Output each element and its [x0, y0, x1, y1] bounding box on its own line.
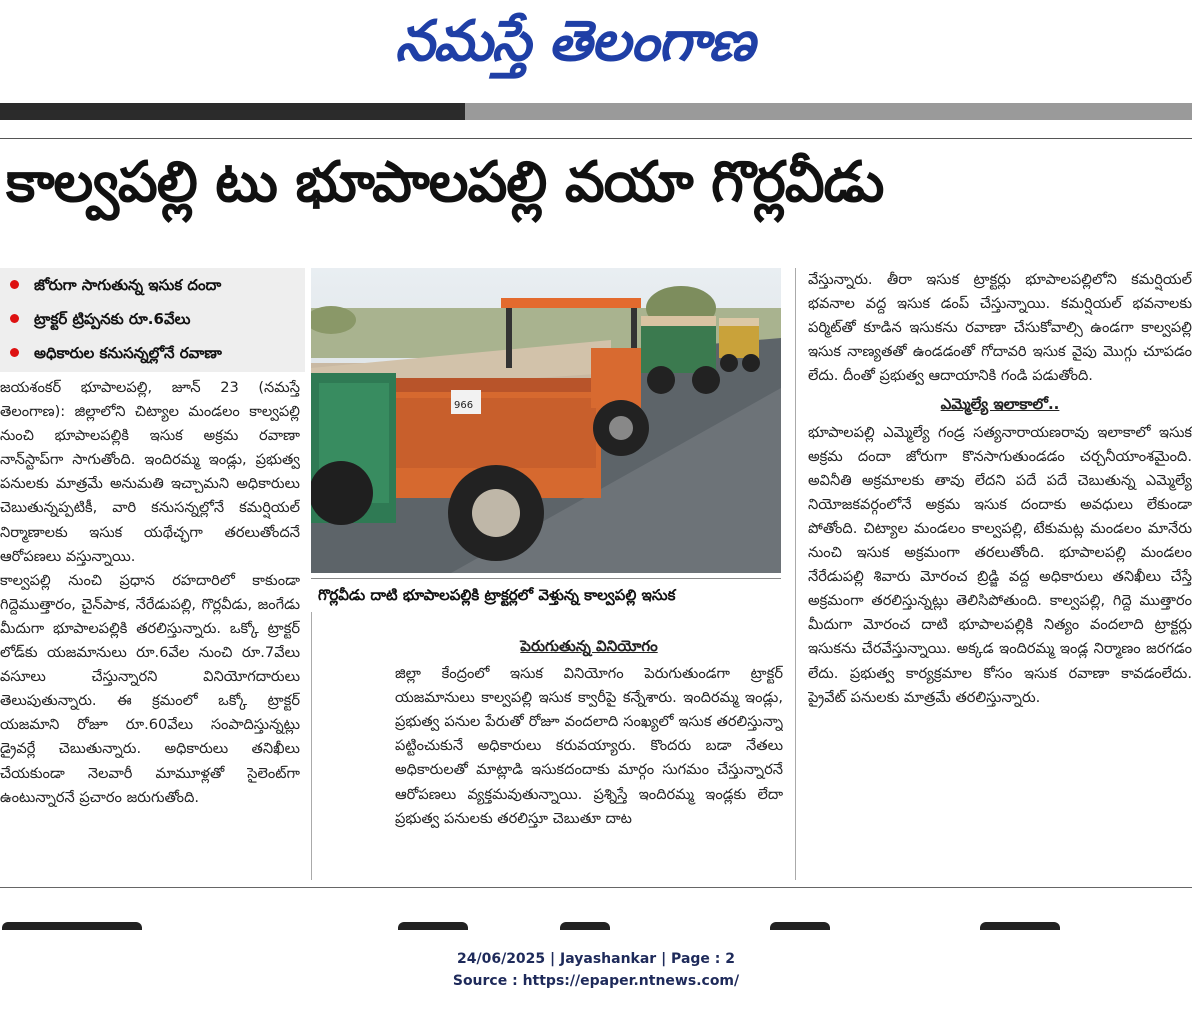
bullet-icon	[10, 314, 19, 323]
cropped-glyph	[560, 922, 610, 930]
paragraph: జయశంకర్ భూపాలపల్లి, జూన్ 23 (నమస్తే తెలంగాణ): జిల్లాలోని చిట్యాల మండలం కాల్వపల్లి నుంచి భూపాలపల్లికి ఇసుక అక్రమ రవాణా నాన్‌స్టాప్‌గా సాగుతోంది. ఇందిరమ్మ ఇండ్లు, ప్రభుత్వ పనులకు మాత్రమే అనుమతి ఇచ్చామని అధికారులు చెబుతున్నప్పటికీ, వారి కనుసన్నల్లోనే కమర్షియల్ నిర్మాణాలకు ఇసుక యథేచ్ఛగా తరలుతోందనే ఆరోపణలు వస్తున్నాయి.	[0, 379, 300, 565]
number-plate-text: 966	[454, 400, 474, 411]
caption-rule	[311, 578, 781, 579]
tractor-photo-illustration	[311, 268, 781, 573]
article-column-2	[395, 630, 783, 880]
article-headline: కాల్వపల్లి టు భూపాలపల్లి వయా గొర్లవీడు	[6, 150, 884, 215]
highlight-text: అధికారుల కనుసన్నల్లోనే రవాణా	[34, 344, 222, 362]
news-photo	[311, 268, 781, 573]
paragraph: కాల్వపల్లి నుంచి ప్రధాన రహదారిలో కాకుండా గిద్దెముత్తారం, చైన్‌పాక, నేరేడుపల్లి, గొర్లవీడు, జంగేడు మీదుగా భూపాలపల్లికి తరలిస్తున్నారు. ఒక్కో ట్రాక్టర్ లోడ్‌కు యజమానులు రూ.6వేల నుంచి రూ.7వేలు వసూలు చేస్తున్నారని వినియోగదారులు తెలుపుతున్నారు. ఈ క్రమంలో ఒక్కో ట్రాక్టర్ యజమాని రోజూ రూ.60వేలు సంపాదిస్తున్నట్లు డ్రైవర్లే చెబుతున్నారు. అధికారులు తనిఖీలు చేయకుండా నెలవారీ మామూళ్లతో సైలెంట్‌గా ఉంటున్నారనే ప్రచారం జరుగుతోంది.	[0, 571, 300, 806]
highlight-item	[0, 268, 305, 302]
newspaper-logo: నమస్తే తెలంగాణ	[395, 8, 754, 74]
highlight-item	[0, 336, 305, 370]
section-subheading: ఎమ్మెల్యే ఇలాకాలో..	[940, 395, 1060, 414]
highlight-text: జోరుగా సాగుతున్న ఇసుక దందా	[34, 276, 222, 294]
header-bar-dark	[0, 103, 465, 120]
header-bar-light	[465, 103, 1192, 120]
column-divider	[795, 268, 796, 880]
column-divider	[311, 612, 312, 880]
masthead	[0, 0, 1192, 100]
highlights-box	[0, 268, 305, 372]
highlight-item	[0, 302, 305, 336]
footer-source-line: Source : https://epaper.ntnews.com/	[452, 973, 740, 989]
footer-date-line: 24/06/2025 | Jayashankar | Page : 2	[457, 951, 735, 967]
paragraph: భూపాలపల్లి ఎమ్మెల్యే గండ్ర సత్యనారాయణరావు ఇలాకాలో ఇసుక అక్రమ దందా జోరుగా కొనసాగుతుండడం చర్చనీయాంశమైంది. అవినీతి అక్రమాలకు తావు లేదని పదే పదే చెబుతున్న ఎమ్మెల్యే నియోజకవర్గంలోనే అక్రమ ఇసుక దందాకు అవధులు లేకుండా పోతోంది. చిట్యాల మండలం కాల్వపల్లి, టేకుమట్ల మండలం మానేరు నుంచి ఇసుక అక్రమంగా తరలుతోంది. భూపాలపల్లి మండలం నేరేడుపల్లి శివారు మోరంచ బ్రిడ్జి వద్ద అధికారులు తనిఖీలు చేస్తే అక్రమంగా తరలిస్తున్నట్లు తెలిసిపోతుంది. కాల్వపల్లి, గిద్దె ముత్తారం మీదుగా మోరంచ దాటి భూపాలపల్లికి నిత్యం వందలాది ట్రాక్టర్లు ఇసుకను చేరవేస్తున్నాయి. అక్కడ ఇందిరమ్మ ఇండ్ల నిర్మాణం జరగడం లేదు. ప్రభుత్వ కార్యక్రమాల కోసం ఇసుక రవాణా కావడంలేదు. ప్రైవేట్ పనులకు మాత్రమే తరలిస్తున్నారు.	[808, 423, 1192, 706]
bullet-icon	[10, 348, 19, 357]
article-column-3	[808, 268, 1192, 878]
bullet-icon	[10, 280, 19, 289]
cropped-glyph	[2, 922, 142, 930]
divider-line	[0, 138, 1192, 139]
highlight-text: ట్రాక్టర్ ట్రిప్పనకు రూ.6వేలు	[34, 310, 191, 328]
paragraph: జిల్లా కేంద్రంలో ఇసుక వినియోగం పెరుగుతుండగా ట్రాక్టర్ యజమానులు కాల్వపల్లి ఇసుక క్వారీపై కన్నేశారు. ఇందిరమ్మ ఇండ్లు, ప్రభుత్వ పనుల పేరుతో రోజూ వందలాది సంఖ్యలో ఇసుక తరలిస్తున్నా పట్టించుకునే అధికారులు కరువయ్యారు. కొందరు బడా నేతలు అధికారులతో మాట్లాడి ఇసుకదందాకు మార్గం సుగమం చేస్తున్నారనే ఆరోపణలు వ్యక్తమవుతున్నాయి. ప్రశ్నిస్తే ఇందిరమ్మ ఇండ్లకు లేదా ప్రభుత్వ పనులకు తరలిస్తూ చెబుతూ దాట	[395, 665, 783, 827]
photo-caption: గొర్లవీడు దాటి భూపాలపల్లికి ట్రాక్టర్లలో వెళ్తున్న కాల్వపల్లి ఇసుక	[318, 586, 676, 604]
cropped-glyph	[770, 922, 830, 930]
article-column-1	[0, 376, 300, 876]
cropped-next-headline	[0, 918, 1192, 930]
cropped-glyph	[980, 922, 1060, 930]
paragraph: వేస్తున్నారు. తీరా ఇసుక ట్రాక్టర్లు భూపాలపల్లిలోని కమర్షియల్ భవనాల వద్ద ఇసుక డంప్ చేస్తున్నాయి. కమర్షియల్ భవనాలకు పర్మిట్‌తో కూడిన ఇసుకను రవాణా చేసుకోవాల్సి ఉండగా కాల్వపల్లి ఇసుక నాణ్యతతో ఉండడంతో గోదావరి ఇసుక వైపు మొగ్గు చూపడం లేదు. దీంతో ప్రభుత్వ ఆదాయానికి గండి పడుతోంది.	[808, 271, 1192, 385]
page-footer	[0, 948, 1192, 992]
section-subheading: పెరుగుతున్న వినియోగం	[520, 637, 658, 655]
divider-line	[0, 887, 1192, 888]
cropped-glyph	[398, 922, 468, 930]
